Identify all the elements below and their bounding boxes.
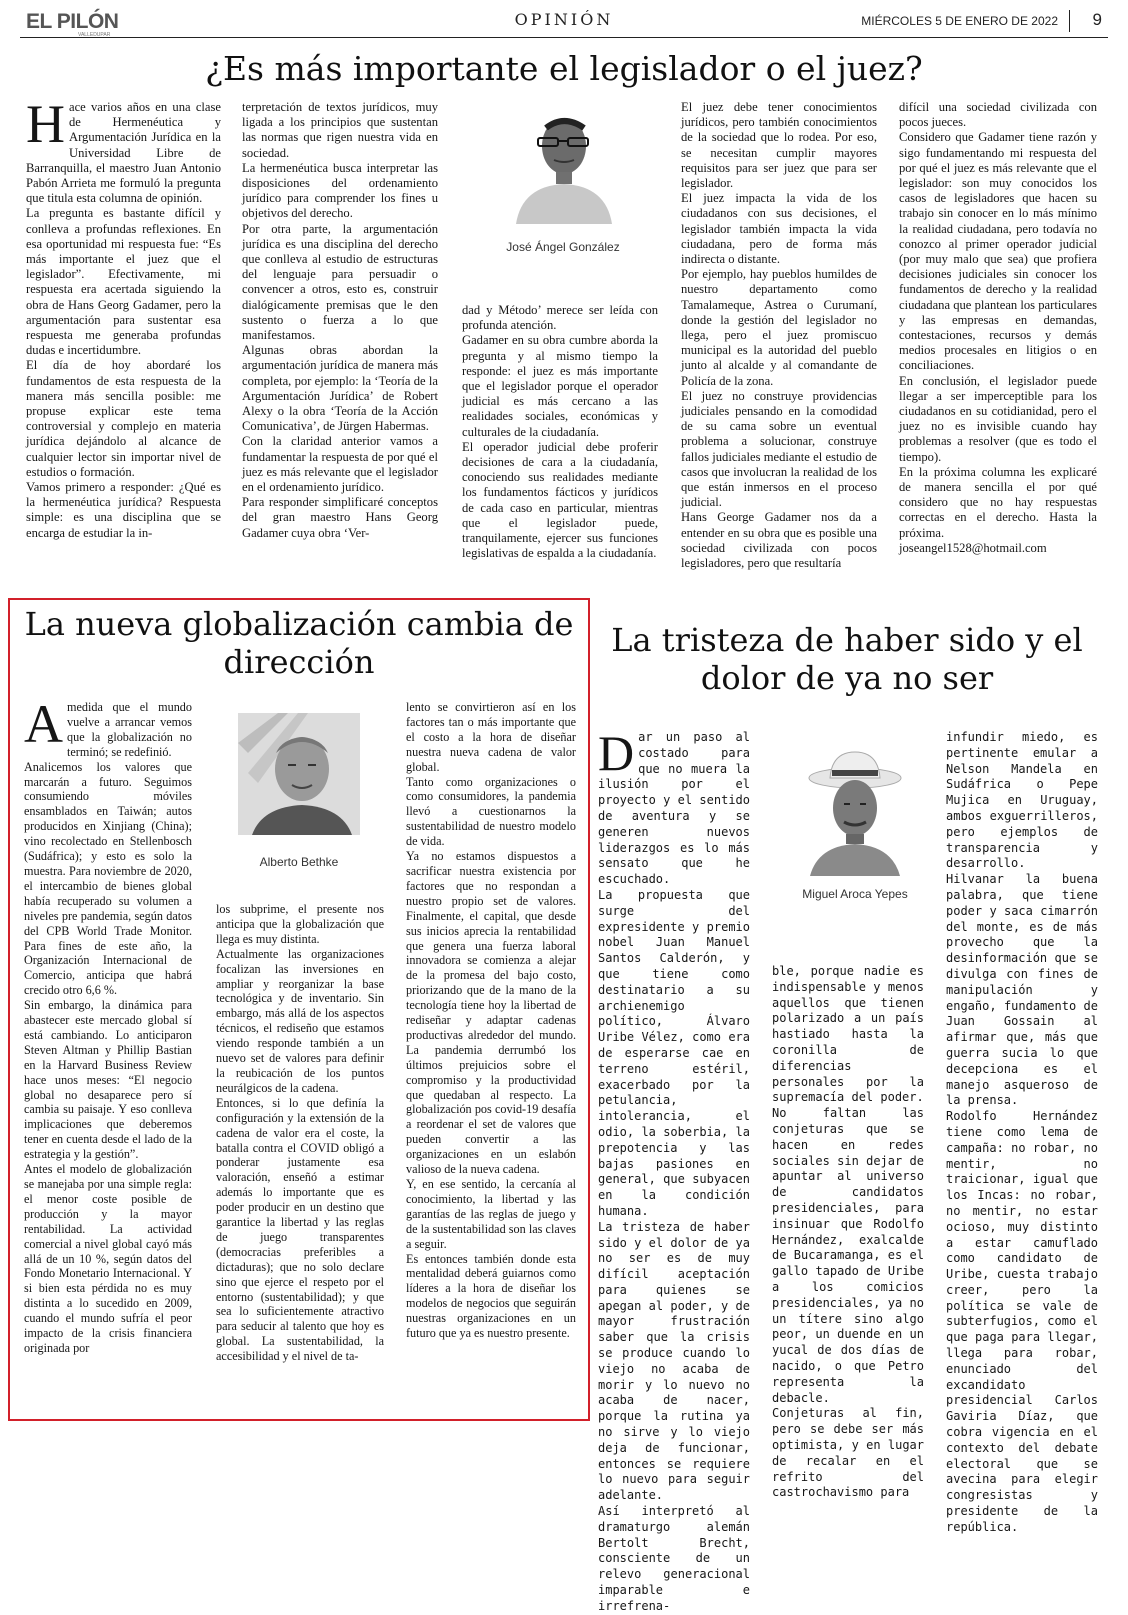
article2-col1 <box>24 694 192 1356</box>
article3-drop-cap: D <box>598 725 635 781</box>
author-email: joseangel1528@hotmail.com <box>899 540 1047 555</box>
article3-title: La tristeza de haber sido y el dolor de ya no ser <box>611 621 1083 697</box>
issue-date: MIÉRCOLES 5 DE ENERO DE 2022 <box>861 14 1058 28</box>
paragraph: Así interpretó al dramaturgo alemán Bertolt Brecht, consciente de un relevo generacional imparable e irrefrena- <box>598 1504 750 1613</box>
article2-drop-cap: A <box>24 694 63 754</box>
author-photo-miguel-aroca-yepes <box>796 748 914 876</box>
paragraph: Hilvanar la buena palabra, que tiene poder y saca cimarrón del monte, es de más provecho que la desinformación que se divulga con fines de manipulación y engaño, fundamento de Juan Gossain al afirmar que, más que guerra sucia lo que decepciona es el manejo asqueroso de la prensa. <box>946 872 1098 1108</box>
paragraph: Rodolfo Hernández tiene como lema de campaña: no robar, no mentir, no traicionar, igual que los Incas: no robar, no mentir, no estar ocioso, muy distinto a estar camuflado como candidato de Uribe, cuesta trabajo creer, pero la política se vale de subterfugios, como el que paga para llegar, llega para robar, enunciado del excandidato presidencial Carlos Gaviria Díaz, que cobra vigencia en el contexto del debate electoral que se avecina para elegir congresistas y presidente de la república. <box>946 1109 1098 1534</box>
paragraph: Es entonces también donde esta mentalidad deberá guiarnos como líderes a la hora de diseñar los modelos de negocios que seguirán nuestras organizaciones en un futuro que ya es nuestro presente. <box>406 1251 576 1341</box>
paragraph: terpretación de textos jurídicos, muy ligada a los principios que sustentan las normas que rigen nuestra vida en sociedad. <box>242 100 438 160</box>
article3-col1 <box>598 725 750 1615</box>
paragraph: Ya no estamos dispuestos a sacrificar nuestra existencia por factores que no respondan a nuestro propio set de valores. Finalmente, el capital, que desde sus inicios aprecia la rentabilidad que genera una fuerza laboral innovadora se comienza a alejar de la promesa del bajo costo, priorizando que de la mano de la tecnología tiene hoy la libertad de rediseñar y adaptar cadenas productivas alrededor del mundo. La pandemia derrumbó los últimos prejuicios sobre el compromiso y la productividad que quedaban al respecto. La globalización pos covid-19 desafía a reordenar el set de valores que pueden convertir a las organizaciones en un eslabón valioso de la nueva cadena. <box>406 849 576 1177</box>
paragraph: El juez impacta la vida de los ciudadanos con sus decisiones, el legislador también impacta la vida ciudadana, pero de forma más indirecta o distante. <box>681 191 877 267</box>
article1-col2 <box>242 100 438 541</box>
paragraph: ar un paso al costado para que no muera la ilusión por el proyecto y el sentido de aventura y se generen nuevos liderazgos es lo más sensato que he escuchado. <box>598 730 750 887</box>
paragraph: Por ejemplo, hay pueblos humildes de nuestro departamento como Tamalameque, Astrea o Curumaní, donde la gestión del legislador no llega, pero el juez promiscuo municipal es la autoridad del pueblo junto al alcalde y al comandante de Policía de la zona. <box>681 267 877 388</box>
paragraph: El juez debe tener conocimientos jurídicos, pero también conocimientos de la sociedad que lo rodea. Por eso, se necesitan cumplir mayores requisitos para ser juez que para ser legislador. <box>681 100 877 191</box>
page-header <box>20 8 1108 38</box>
article1-title: ¿Es más importante el legislador o el juez? <box>205 49 923 88</box>
author-photo-jose-angel-gonzalez <box>508 100 620 224</box>
newspaper-logo-sub: VALLEDUPAR <box>78 32 111 38</box>
article1-author: José Ángel González <box>506 240 620 254</box>
article1-drop-cap: H <box>26 94 65 154</box>
paragraph: El juez no construye providencias judiciales pensando en la comodidad de su cama sobre un eventual problema a solucionar, construye fallos judiciales mediante el estudio de casos que involucran la realidad de los que están inmersos en el proceso judicial. <box>681 388 877 510</box>
paragraph: Algunas obras abordan la argumentación jurídica de manera más completa, por ejemplo: la ‘Teoría de la Argumentación Jurídica’ de Robert Alexy o la obra ‘Teoría de la Acción Comunicativa’, de Jürgen Habermas. <box>242 343 438 434</box>
article1-col3 <box>462 303 658 561</box>
paragraph: Gadamer en su obra cumbre aborda la pregunta y al mismo tiempo la responde: el juez es más importante que el legislador porque el operador judicial es más cercano a las realidades sociales, económicas y culturales de la ciudadanía. <box>462 333 658 439</box>
article1-col5 <box>899 100 1097 556</box>
paragraph: En conclusión, el legislador puede llegar a ser imperceptible para los ciudadanos en su cotidianidad, pero el juez no es invisible cuando hay problemas a resolver (que es todo el tiempo). <box>899 373 1097 464</box>
page-number: 9 <box>1092 10 1102 29</box>
paragraph: Vamos primero a responder: ¿Qué es la hermenéutica jurídica? Respuesta simple: es una disciplina que se encarga de estudiar la in- <box>26 480 221 540</box>
author-photo-alberto-bethke <box>238 713 360 835</box>
paragraph: Actualmente las organizaciones focalizan las inversiones en ampliar y reorganizar la base tecnológica y de inventario. Sin embargo, más allá de los aspectos técnicos, el rediseño que estamos viendo responde también a un nuevo set de valores para definir la reubicación de los puntos neurálgicos de la cadena. <box>216 946 384 1095</box>
paragraph: ace varios años en una clase de Hermenéutica y Argumentación Jurídica en la Universidad Libre de Barranquilla, el maestro Juan Antonio Pabón Arrieta me formuló la pregunta que titula esta columna de opinión. <box>26 100 221 206</box>
paragraph: Por otra parte, la argumentación jurídica es una disciplina del derecho que conlleva al estudio de estructuras del lenguaje para persuadir o convencer a otros, esto es, construir dialógicamente premisas que le den sustento o fuerza a lo que manifestamos. <box>242 221 438 343</box>
paragraph: Para responder simplificaré conceptos del gran maestro Hans Georg Gadamer cuya obra ‘Ver- <box>242 495 438 540</box>
paragraph: Entonces, si lo que definía la configuración y la extensión de la cadena de valor era el coste, la batalla contra el COVID obligó a ponderar justamente esa valoración, enseñó a estimar además lo importante que es poder producir en un destino que garantice la libertad y las reglas de juego transparentes (democracias preferibles a dictaduras); que no solo declare sino que ejerce el respeto por el entorno (sustentabilidad); y que sea lo suficientemente atractivo para seducir al talento que hoy es global. La sustentabilidad, la accesibilidad y el nivel de ta- <box>216 1095 384 1364</box>
article2-col2 <box>216 902 384 1364</box>
paragraph: Considero que Gadamer tiene razón y sigo fundamentando mi respuesta del por qué el juez es más relevante que el legislador: son muy conocidos los casos de legisladores que hacen su trabajo sin conocer en lo más mínimo la realidad ciudadana, pero todavía no conozco al primer operador judicial (por muy malo que sea) que profiera decisiones judiciales sin conocer los fundamentos de derecho y la realidad ciudadana que plantean los particulares y las empresas en demandas, contestaciones, recursos y demás medios procesales en litigios o en conciliaciones. <box>899 130 1097 373</box>
paragraph: El operador judicial debe proferir decisiones de cara a la ciudadanía, conociendo sus realidades mediante los fundamentos fácticos y jurídicos de cada caso en particular, mientras que el legislador puede, tranquilamente, ejercer sus funciones legislativas de espalda a la ciudadanía. <box>462 439 658 561</box>
paragraph: La hermenéutica busca interpretar las disposiciones del ordenamiento jurídico para comprender los fines u objetivos del derecho. <box>242 160 438 221</box>
article3-author: Miguel Aroca Yepes <box>802 887 908 901</box>
paragraph: Analicemos los valores que marcarán a futuro. Seguimos consumiendo móviles ensamblados en Taiwán; autos producidos en Xinjiang (China); vino recolectado en Stellenbosch (Sudáfrica); y esto es solo la muestra. Para noviembre de 2020, el intercambio de bienes global había recuperado su volumen a niveles pre pandemia, según datos del CPB World Trade Monitor. Para fines de este año, la Organización Internacional de Comercio, anticipa que habrá crecido otro 6,6 %. <box>24 759 192 998</box>
article1-col1 <box>26 94 221 541</box>
paragraph: difícil una sociedad civilizada con pocos jueces. <box>899 100 1097 130</box>
article3-col2 <box>772 964 924 1501</box>
paragraph: La pregunta es bastante difícil y conlleva a profundas reflexiones. En esa oportunidad mi respuesta fue: “Es más importante el juez que el legislador”. Efectivamente, mi respuesta era acertada siguiendo la obra de Hans Georg Gadamer, pero la argumentación para sustentar esa respuesta me generaba profundas dudas e incertidumbre. <box>26 206 221 358</box>
paragraph: No faltan las conjeturas que se hacen en redes sociales sin dejar de apuntar al universo de candidatos presidenciales, para insinuar que Rodolfo Hernández, exalcalde de Bucaramanga, es el gallo tapado de Uribe a los comicios presidenciales, ya no un títere sino algo peor, un duende en un yucal de dos días de nacido, o que Petro representa la debacle. <box>772 1106 924 1405</box>
paragraph: dad y Método’ merece ser leída con profunda atención. <box>462 303 658 333</box>
article2-title: La nueva globalización cambia de dirección <box>24 605 574 681</box>
paragraph: El día de hoy abordaré los fundamentos de esta respuesta de la manera más sencilla posible: me propuse explicar este tema controversial y complejo en materia jurídica dejándolo al alcance de cualquier lector sin importar nivel de estudios o formación. <box>26 358 221 479</box>
paragraph: los subprime, el presente nos anticipa que la globalización que llega es muy distinta. <box>216 902 384 946</box>
paragraph: Sin embargo, la dinámica para abastecer este mercado global sí está cambiando. Lo anticiparon Steven Altman y Phillip Bastian en la Harvard Business Review hace unos meses: “El negocio global no desaparece pero sí cambia su paisaje. Y eso conlleva implicaciones que deberemos tener en cuenta desde el lado de la estrategia y la gestión”. <box>24 998 192 1162</box>
paragraph: La tristeza de haber sido y el dolor de ya no ser es de muy difícil aceptación para quienes se apegan al poder, y de mayor frustración saber que la crisis se produce cuando lo viejo no acaba de morir y lo nuevo no acaba de nacer, porque la rutina ya no sirve y lo viejo deja de funcionar, entonces se requiere lo nuevo para seguir adelante. <box>598 1219 750 1503</box>
paragraph: Tanto como organizaciones o como consumidores, la pandemia llevó a cuestionarnos la sustentabilidad de nuestro modelo de vida. <box>406 774 576 849</box>
paragraph: Antes el modelo de globalización se manejaba por una simple regla: el menor coste posible de producción y la mayor rentabilidad. La actividad comercial a nivel global cayó más allá de un 10 %, según datos del Fondo Monetario Internacional. Y si bien esta pérdida no es muy distinta a lo sucedido en 2009, cuando el mundo sufría el peor impacto de la crisis financiera originada por <box>24 1162 192 1355</box>
article1-col4 <box>681 100 877 571</box>
paragraph: La propuesta que surge del expresidente y premio nobel Juan Manuel Santos Calderón, y que tiene como destinatario a su archienemigo político, Álvaro Uribe Vélez, como era de esperarse cae en terreno estéril, exacerbado por la petulancia, intolerancia, el odio, la soberbia, la prepotencia y las bajas pasiones en general, que subyacen en la condición humana. <box>598 887 750 1218</box>
article2-col3 <box>406 700 576 1341</box>
article3-col3 <box>946 730 1098 1536</box>
paragraph: Con la claridad anterior vamos a fundamentar la respuesta de por qué el juez es más relevante que el legislador en el ordenamiento jurídico. <box>242 434 438 495</box>
paragraph: lento se convirtieron así en los factores tan o más importante que el costo a la hora de diseñar nuestra nueva cadena de valor global. <box>406 700 576 774</box>
paragraph: infundir miedo, es pertinente emular a Nelson Mandela en Sudáfrica o Pepe Mujica en Uruguay, ambos exguerrilleros, pero ejemplos de transparencia y desarrollo. <box>946 730 1098 871</box>
section-name: OPINIÓN <box>514 10 614 29</box>
newspaper-logo: EL PILÓN <box>26 10 119 33</box>
paragraph: ble, porque nadie es indispensable y menos aquellos que tienen polarizado a un país hastiado hasta la coronilla de diferencias personales por la supremacía del poder. <box>772 964 924 1105</box>
paragraph: Hans George Gadamer nos da a entender en su obra que es posible una sociedad civilizada con pocos legisladores, pero que resultaría <box>681 510 877 571</box>
article2-author: Alberto Bethke <box>259 855 339 869</box>
header-divider <box>1069 10 1070 32</box>
paragraph: Conjeturas al fin, pero se debe ser más optimista, y en lugar de recalar en el refrito del castrochavismo para <box>772 1406 924 1500</box>
paragraph: medida que el mundo vuelve a arrancar vemos que la globalización no terminó; se redefinió. <box>67 700 192 759</box>
paragraph: Y, en ese sentido, la cercanía al conocimiento, la libertad y las garantías de las reglas de juego y de la sustentabilidad son las claves a seguir. <box>406 1177 576 1251</box>
paragraph: En la próxima columna les explicaré de manera sencilla el por qué considero que no hay respuestas correctas en el derecho. Hasta la próxima. <box>899 464 1097 540</box>
